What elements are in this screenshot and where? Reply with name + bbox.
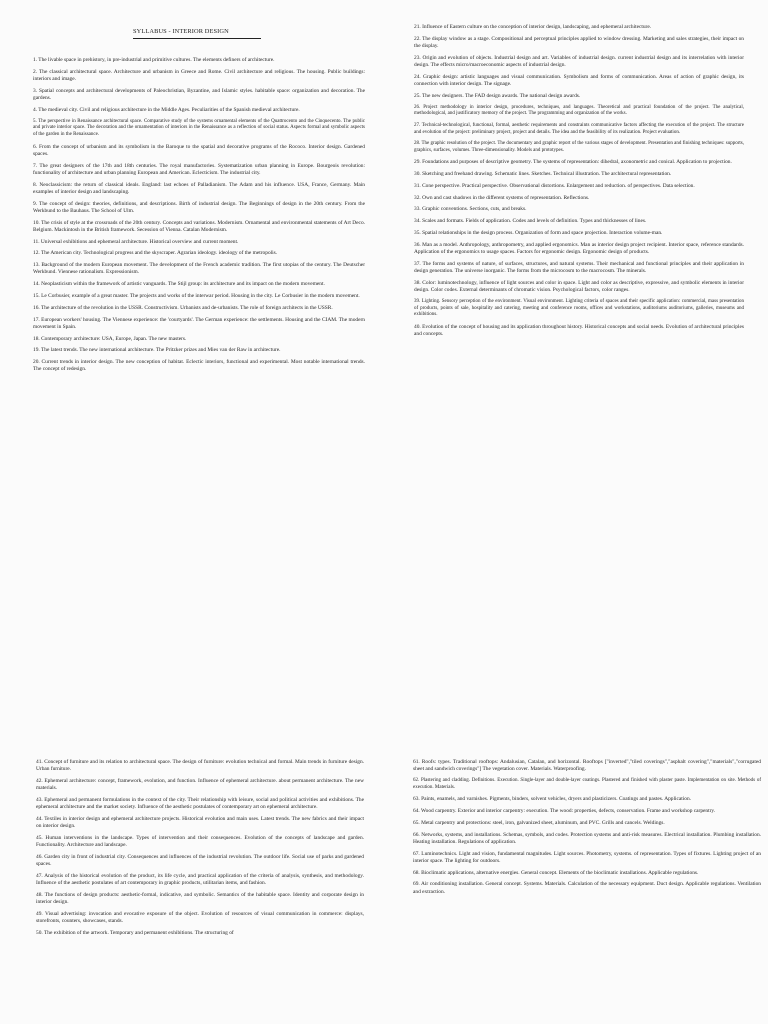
- right-column: [413, 759, 761, 900]
- syllabus-item: 2. The classical architectural space. Architecture and urbanism in Greece and Rome. Civil architecture and religious. The housing. Public buildings: interiors and image.: [33, 68, 365, 82]
- syllabus-item: 16. The architecture of the revolution in the USSR. Constructivism. Urbanists and de-urbanists. The role of foreign architects in the USSR.: [33, 304, 333, 311]
- syllabus-item: 44. Textiles in interior design and ephemeral architecture projects. Historical evolution and main uses. Latest trends. The new fabrics and their impact on interior design.: [36, 816, 364, 830]
- syllabus-item: 12. The American city. Technological progress and the skyscraper. Agrarian ideology. ideology of the metropolis.: [33, 250, 278, 257]
- syllabus-item: 13. Background of the modern European movement. The development of the French academic tradition. The first utopias of the century. The Deutscher Werkbund. Viennese rationalism. Expressionism.: [33, 262, 365, 276]
- syllabus-item: 38. Color: luminotechnology, influence of light sources and color in space. Light and color as descriptive, expressive, and symbolic elements in interior design. Color codes. External determinants of chromatic vision. Psychological factors, color ranges.: [414, 279, 744, 293]
- syllabus-item: 43. Ephemeral and permanent formulations in the context of the city. Their relationship with leisure, social and political activities and exhibitions. The ephemeral architecture and the market society. Influence of the aesthetic postulates of contemporary art on ephemeral architecture.: [36, 797, 364, 811]
- syllabus-item: 27. Technical-technological, functional, formal, aesthetic requirements and constraints communicative factors affecting the execution of the project. The structure and evolution of the project: preliminary project, project and details. The idea and the feasibility of its realization. Project evaluation.: [414, 122, 744, 135]
- right-column: [414, 24, 744, 343]
- syllabus-item: 35. Spatial relationships in the design process. Organization of form and space projection. Interaction volume-man.: [414, 229, 663, 236]
- syllabus-item: 46. Garden city in front of industrial city. Consequences and influences of the industrial revolution. The outdoor life. Social use of parks and gardened spaces.: [36, 854, 364, 868]
- syllabus-item: 5. The perspective in Renaissance architectural space. Comparative study of the systems ornamental elements of the Quattrocento and the Cinquecento. The public and private interior space. The decoration and the ornamentation of interiors in the Renaissance as a reflection of social status. Aspects formal and symbolic aspects of the garden in the Renaissance.: [33, 118, 365, 138]
- syllabus-item: 49. Visual advertising: invocation and evocative exposure of the object. Evolution of resources of visual communication in commerce: displays, storefronts, counters, showcases, stands.: [36, 911, 364, 925]
- syllabus-item: 7. The great designers of the 17th and 18th centuries. The royal manufactories. Systematization urban planning in Europe. Bourgeois revolution: functionality of architecture and urban planning European and American. Eclecticism. The industrial city.: [33, 162, 365, 176]
- page-title: SYLLABUS - INTERIOR DESIGN: [133, 28, 261, 39]
- syllabus-item: 62. Plastering and cladding. Definitions. Execution. Single-layer and double-layer coatings. Plastered and finished with plaster paste. Implementation on site. Methods of execution. Materials.: [413, 778, 761, 790]
- syllabus-item: 9. The concept of design: theories, definitions, and descriptions. Birth of industrial design. The Beginnings of design in the 20th century. From the Werkbund to the Bauhaus. The School of Ulm.: [33, 200, 365, 214]
- syllabus-item: 33. Graphic conventions. Sections, cuts, and breaks.: [414, 206, 527, 213]
- syllabus-item: 15. Le Corbusier, example of a great master. The projects and works of the interwar period. Housing in the city. Le Corbusier in the modern movement.: [33, 292, 360, 299]
- syllabus-item: 63. Paints, enamels, and varnishes. Pigments, binders, solvent vehicles, dryers and plasticizers. Coatings and pastes. Application.: [413, 796, 692, 803]
- syllabus-page-bottom: [0, 755, 768, 1024]
- syllabus-item: 29. Foundations and purposes of descriptive geometry. The systems of representation: dihedral, axonometric and conical. Application to projection.: [414, 159, 732, 166]
- syllabus-item: 61. Roofs: types. Traditional rooftops: Andalusian, Catalan, and horizontal. Rooftops ["inverted","tiled coverings","asphalt covering","materials","corrugated sheet and sandwich coverings"] The vegetation cover. Materials. Waterproofing.: [413, 759, 761, 773]
- syllabus-item: 50. The exhibition of the artwork. Temporary and permanent exhibitions. The structuring of: [36, 930, 234, 936]
- syllabus-item: 41. Concept of furniture and its relation to architectural space. The design of furniture: evolution technical and formal. Main trends in furniture design. Urban furniture.: [36, 759, 364, 773]
- syllabus-item: 18. Contemporary architecture: USA, Europe, Japan. The new masters.: [33, 335, 187, 342]
- syllabus-item: 68. Bioclimatic applications, alternative energies. General concept. Elements of the bioclimatic installations. Applicable regulations.: [413, 869, 699, 876]
- syllabus-item: 26. Project methodology in interior design, procedures, techniques, and languages. Theoretical and practical foundation of the project. The analytical, methodological, and justificatory memory of the project. The programming and organization of the works.: [414, 104, 744, 117]
- syllabus-item: 4. The medieval city. Civil and religious architecture in the Middle Ages. Peculiarities of the Spanish medieval architecture.: [33, 106, 300, 113]
- syllabus-item: 48. The functions of design products: aesthetic-formal, indicative, and symbolic. Semantics of the habitable space. Identity and corporate design in interior design.: [36, 892, 364, 906]
- syllabus-item: 40. Evolution of the concept of housing and its application throughout history. Historical concepts and social needs. Evolution of architectural principles and concepts.: [414, 323, 744, 337]
- syllabus-item: 37. The forms and systems of nature, of surfaces, structures, and natural systems. Their mechanical and functional principles and their application in design generation. The universe inorganic. The forms from the microcosm to the macrocosm. The minerals.: [414, 260, 744, 274]
- syllabus-item: 69. Air conditioning installation. General concept. Systems. Materials. Calculation of the necessary equipment. Duct design. Applicable regulations. Ventilation and extraction.: [413, 881, 761, 895]
- left-column: [36, 759, 364, 942]
- syllabus-item: 30. Sketching and freehand drawing. Schematic lines. Sketches. Technical illustration. The architectural representation.: [414, 170, 672, 177]
- syllabus-item: 3. Spatial concepts and architectural developments of Paleochristian, Byzantine, and Islamic styles. habitable space: organization and decoration. The gardens.: [33, 87, 365, 101]
- syllabus-item: 42. Ephemeral architecture: concept, framework, evolution, and function. Influence of ephemeral architecture. about permanent architecture. The new materials.: [36, 778, 364, 792]
- syllabus-item: 28. The graphic resolution of the project. The documentary and graphic report of the various stages of development. Presentation and finishing techniques: supports, graphics, surfaces, volumes. Three-dimensionality. Models and prototypes.: [414, 140, 744, 153]
- left-column: [33, 28, 365, 378]
- syllabus-item: 6. From the concept of urbanism and its symbolism in the Baroque to the spatial and decorative programs of the Rococo. Interior design. Gardened spaces.: [33, 143, 365, 157]
- syllabus-item: 19. The latest trends. The new international architecture. The Pritzker prizes and Mies van der Raw in architecture.: [33, 347, 281, 354]
- syllabus-item: 45. Human interventions in the landscape. Types of intervention and their consequences. Evolution of the concepts of landscape and garden. Functionality. Architecture and landscape.: [36, 835, 364, 849]
- syllabus-item: 20. Current trends in interior design. The new conception of habitat. Eclectic interiors, functional and experimental. Most notable international trends. The concept of redesign.: [33, 359, 365, 373]
- syllabus-item: 39. Lighting. Sensory perception of the environment. Visual environment. Lighting criteria of spaces and their specific application: commercial, mass presentation of products, points of sale, hospitality and catering, meeting and conference rooms, offices and workstations, auditoriums auditoriums, galleries, museums and exhibitions.: [414, 298, 744, 318]
- syllabus-item: 66. Networks, systems, and installations. Schemas, symbols, and codes. Protection systems and anti-risk measures. Electrical installation. Plumbing installation. Heating installation. Regulations of application.: [413, 831, 761, 845]
- syllabus-item: 10. The crisis of style at the crossroads of the 20th century. Concepts and variations. Modernism. Ornamental and environmental statements of Art Deco. Belgium. Mackintosh in the British framework. Secession of Vienna. Catalan Modernism.: [33, 219, 365, 233]
- syllabus-item: 34. Scales and formats. Fields of application. Codes and levels of definition. Types and thicknesses of lines.: [414, 218, 647, 225]
- syllabus-item: 47. Analysis of the historical evolution of the product, its life cycle, and practical application of the criteria of analysis, synthesis, and methodology. Influence of the aesthetic postulates of art contemporary in graphic products, utilitarian items, and fashion.: [36, 873, 364, 887]
- syllabus-item: 23. Origin and evolution of objects. Industrial design and art. Variables of industrial design. current industrial design and its interrelation with interior design. The effects micro/macroeconomic aspects of industrial design.: [414, 54, 744, 68]
- syllabus-item: 67. Luminotechnics. Light and vision, fundamental magnitudes. Light sources. Photometry, systems. of representation. Types of fixtures. Lighting project of an interior space. The lighting for outdoors.: [413, 850, 761, 864]
- syllabus-item: 22. The display window as a stage. Compositional and perceptual principles applied to window dressing. Marketing and sales strategies, their impact on the display.: [414, 35, 744, 49]
- syllabus-item: 31. Cone perspective. Practical perspective. Observational distortions. Enlargement and reduction. of perspectives. Data selection.: [414, 182, 695, 189]
- syllabus-item: 21. Influence of Eastern culture on the conception of interior design, landscaping, and ephemeral architecture.: [414, 24, 652, 30]
- syllabus-item: 36. Man as a model. Anthropology, anthropometry, and applied ergonomics. Man as interior design project recipient. Interior space, reference standards. Application of the ergonomics to usage spaces. Factors for ergonomic design. Ergonomic design of products.: [414, 241, 744, 255]
- syllabus-item: 1. The livable space in prehistory, in pre-industrial and primitive cultures. The elements definers of architecture.: [33, 57, 275, 63]
- syllabus-item: 24. Graphic design: artistic languages and visual communication. Symbolism and forms of communication. Areas of action of graphic design, its connection with interior design. The signage.: [414, 73, 744, 87]
- syllabus-item: 14. Neoplasticism within the framework of artistic vanguards. The Stijl group: its architecture and its impact on the modern movement.: [33, 281, 325, 288]
- syllabus-item: 32. Own and cast shadows in the different systems of representation. Reflections.: [414, 194, 590, 201]
- syllabus-item: 25. The new designers. The FAD design awards. The national design awards.: [414, 92, 581, 99]
- syllabus-item: 64. Wood carpentry. Exterior and interior carpentry: execution. The wood: properties, defects, conservation. Frame and workshop carpentry.: [413, 807, 716, 814]
- syllabus-item: 11. Universal exhibitions and ephemeral architecture. Historical overview and current moment.: [33, 238, 239, 245]
- syllabus-item: 17. European workers' housing. The Viennese experience: the 'courtyards'. The German experience: the settlements. Housing and the CIAM. The modern movement in Spain.: [33, 316, 365, 330]
- syllabus-item: 65. Metal carpentry and protections: steel, iron, galvanized sheet, aluminum, and PVC. Grills and cancels. Weldings.: [413, 819, 665, 826]
- syllabus-item: 8. Neoclassicism: the return of classical ideals. England: last echoes of Palladianism. The Adam and his influence. USA, France, Germany. Main examples of interior design and landscaping.: [33, 181, 365, 195]
